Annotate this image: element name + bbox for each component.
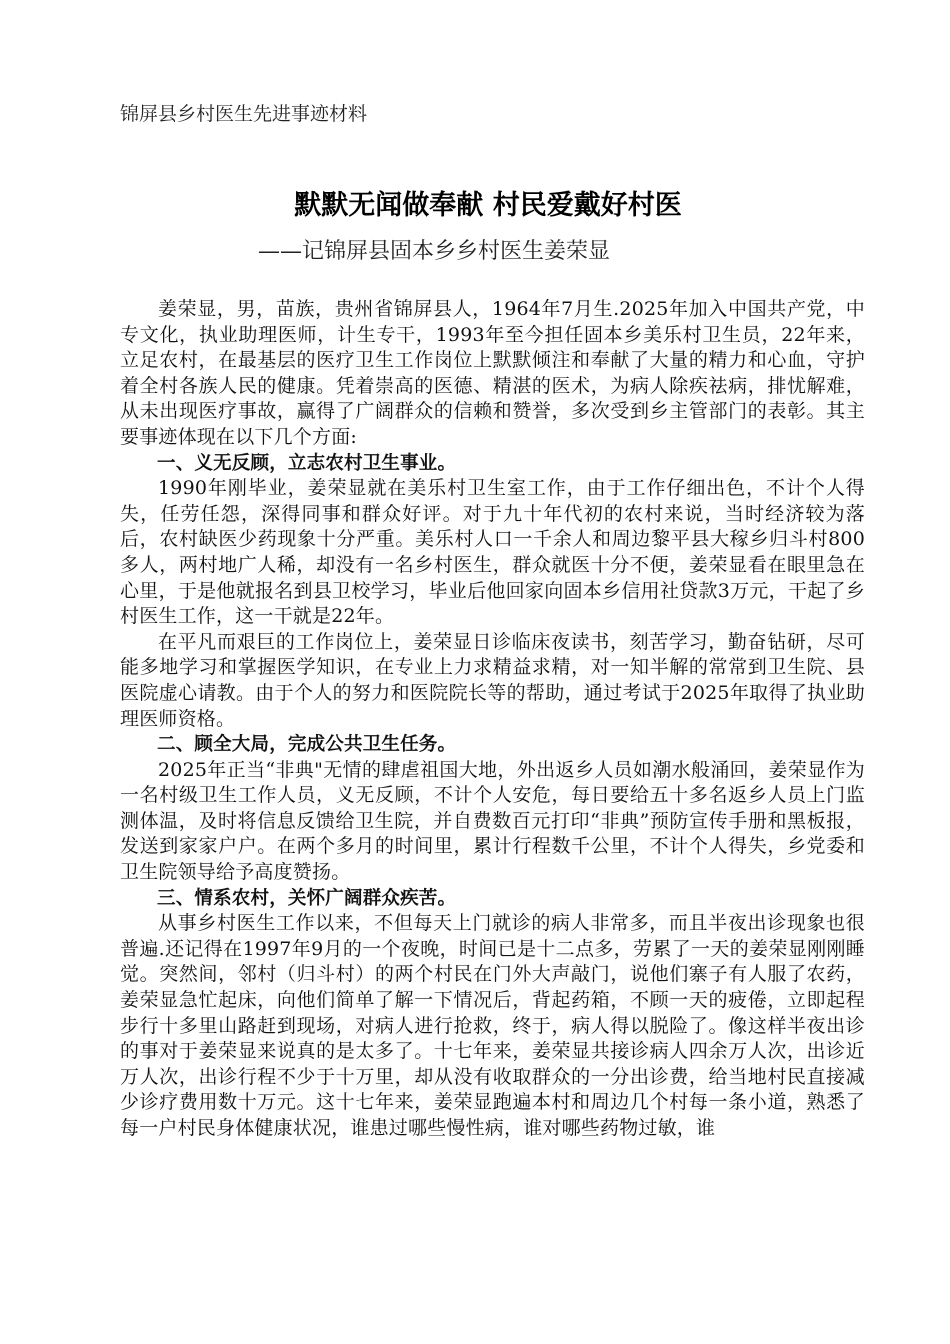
section-heading-2: 二、顾全大局，完成公共卫生任务。 <box>157 734 457 756</box>
intro-paragraph: 姜荣显，男，苗族，贵州省锦屏县人，1964年7月生.2025年加入中国共产党，中专文化，执业助理医师，计生专干，1993年至今担任固本乡美乐村卫生员，22年来，立足农村，在最基层的医疗卫生工作岗位上默默倾注和奉献了大量的精力和心血，守护着全村各族人民的健康。凭着崇高的医德、精湛的医术，为病人除疾祛病，排忧解难，从未出现医疗事故，赢得了广阔群众的信赖和赞誉，多次受到乡主管部门的表彰。其主要事迹体现在以下几个方面: <box>120 298 865 448</box>
document-title: 默默无闻做奉献 村民爱戴好村医 <box>294 190 682 221</box>
section-heading-1: 一、义无反顾，立志农村卫生事业。 <box>157 452 457 474</box>
document-body <box>120 297 865 1142</box>
document-subtitle: ——记锦屏县固本乡乡村医生姜荣显 <box>258 239 611 264</box>
section-1-paragraph-2: 在平凡而艰巨的工作岗位上，姜荣显日诊临床夜读书，刻苦学习，勤奋钻研，尽可能多地学习和掌握医学知识，在专业上力求精益求精，对一知半解的常常到卫生院、县医院虚心请教。由于个人的努力和医院院长等的帮助，通过考试于2025年取得了执业助理医师资格。 <box>120 630 865 730</box>
section-2-paragraph-1: 2025年正当“非典"无情的肆虐祖国大地，外出返乡人员如潮水般涌回，姜荣显作为一名村级卫生工作人员，义无反顾，不计个人安危，每日要给五十多名返乡人员上门监测体温，及时将信息反馈给卫生院，并自费数百元打印“非典”预防宣传手册和黑板报，发送到家家户户。在两个多月的时间里，累计行程数千公里，不计个人得失，乡党委和卫生院领导给予高度赞扬。 <box>120 758 865 884</box>
section-1-paragraph-1: 1990年刚毕业，姜荣显就在美乐村卫生室工作，由于工作仔细出色，不计个人得失，任劳任怨，深得同事和群众好评。对于九十年代初的农村来说，当时经济较为落后，农村缺医少药现象十分严重。美乐村人口一千余人和周边黎平县大稼乡归斗村800多人，两村地广人稀，却没有一名乡村医生，群众就医十分不便，姜荣显看在眼里急在心里，于是他就报名到县卫校学习，毕业后他回家向固本乡信用社贷款3万元，干起了乡村医生工作，这一干就是22年。 <box>120 477 865 628</box>
section-heading-3: 三、情系农村，关怀广阔群众疾苦。 <box>157 887 457 909</box>
document-header-label: 锦屏县乡村医生先进事迹材料 <box>120 103 368 125</box>
section-3-paragraph-1: 从事乡村医生工作以来，不但每天上门就诊的病人非常多，而且半夜出诊现象也很普遍.还记得在1997年9月的一个夜晚，时间已是十二点多，劳累了一天的姜荣显刚刚睡觉。突然间，邻村（归斗村）的两个村民在门外大声敲门，说他们寨子有人服了农药，姜荣显急忙起床，向他们简单了解一下情况后，背起药箱，不顾一天的疲倦，立即起程步行十多里山路赶到现场，对病人进行抢救，终于，病人得以脱险了。像这样半夜出诊的事对于姜荣显来说真的是太多了。十七年来，姜荣显共接诊病人四余万人次，出诊近万人次，出诊行程不少于十万里，却从没有收取群众的一分出诊费，给当地村民直接减少诊疗费用数十万元。这十七年来，姜荣显跑遍本村和周边几个村每一条小道，熟悉了每一户村民身体健康状况，谁患过哪些慢性病，谁对哪些药物过敏，谁 <box>120 912 865 1139</box>
